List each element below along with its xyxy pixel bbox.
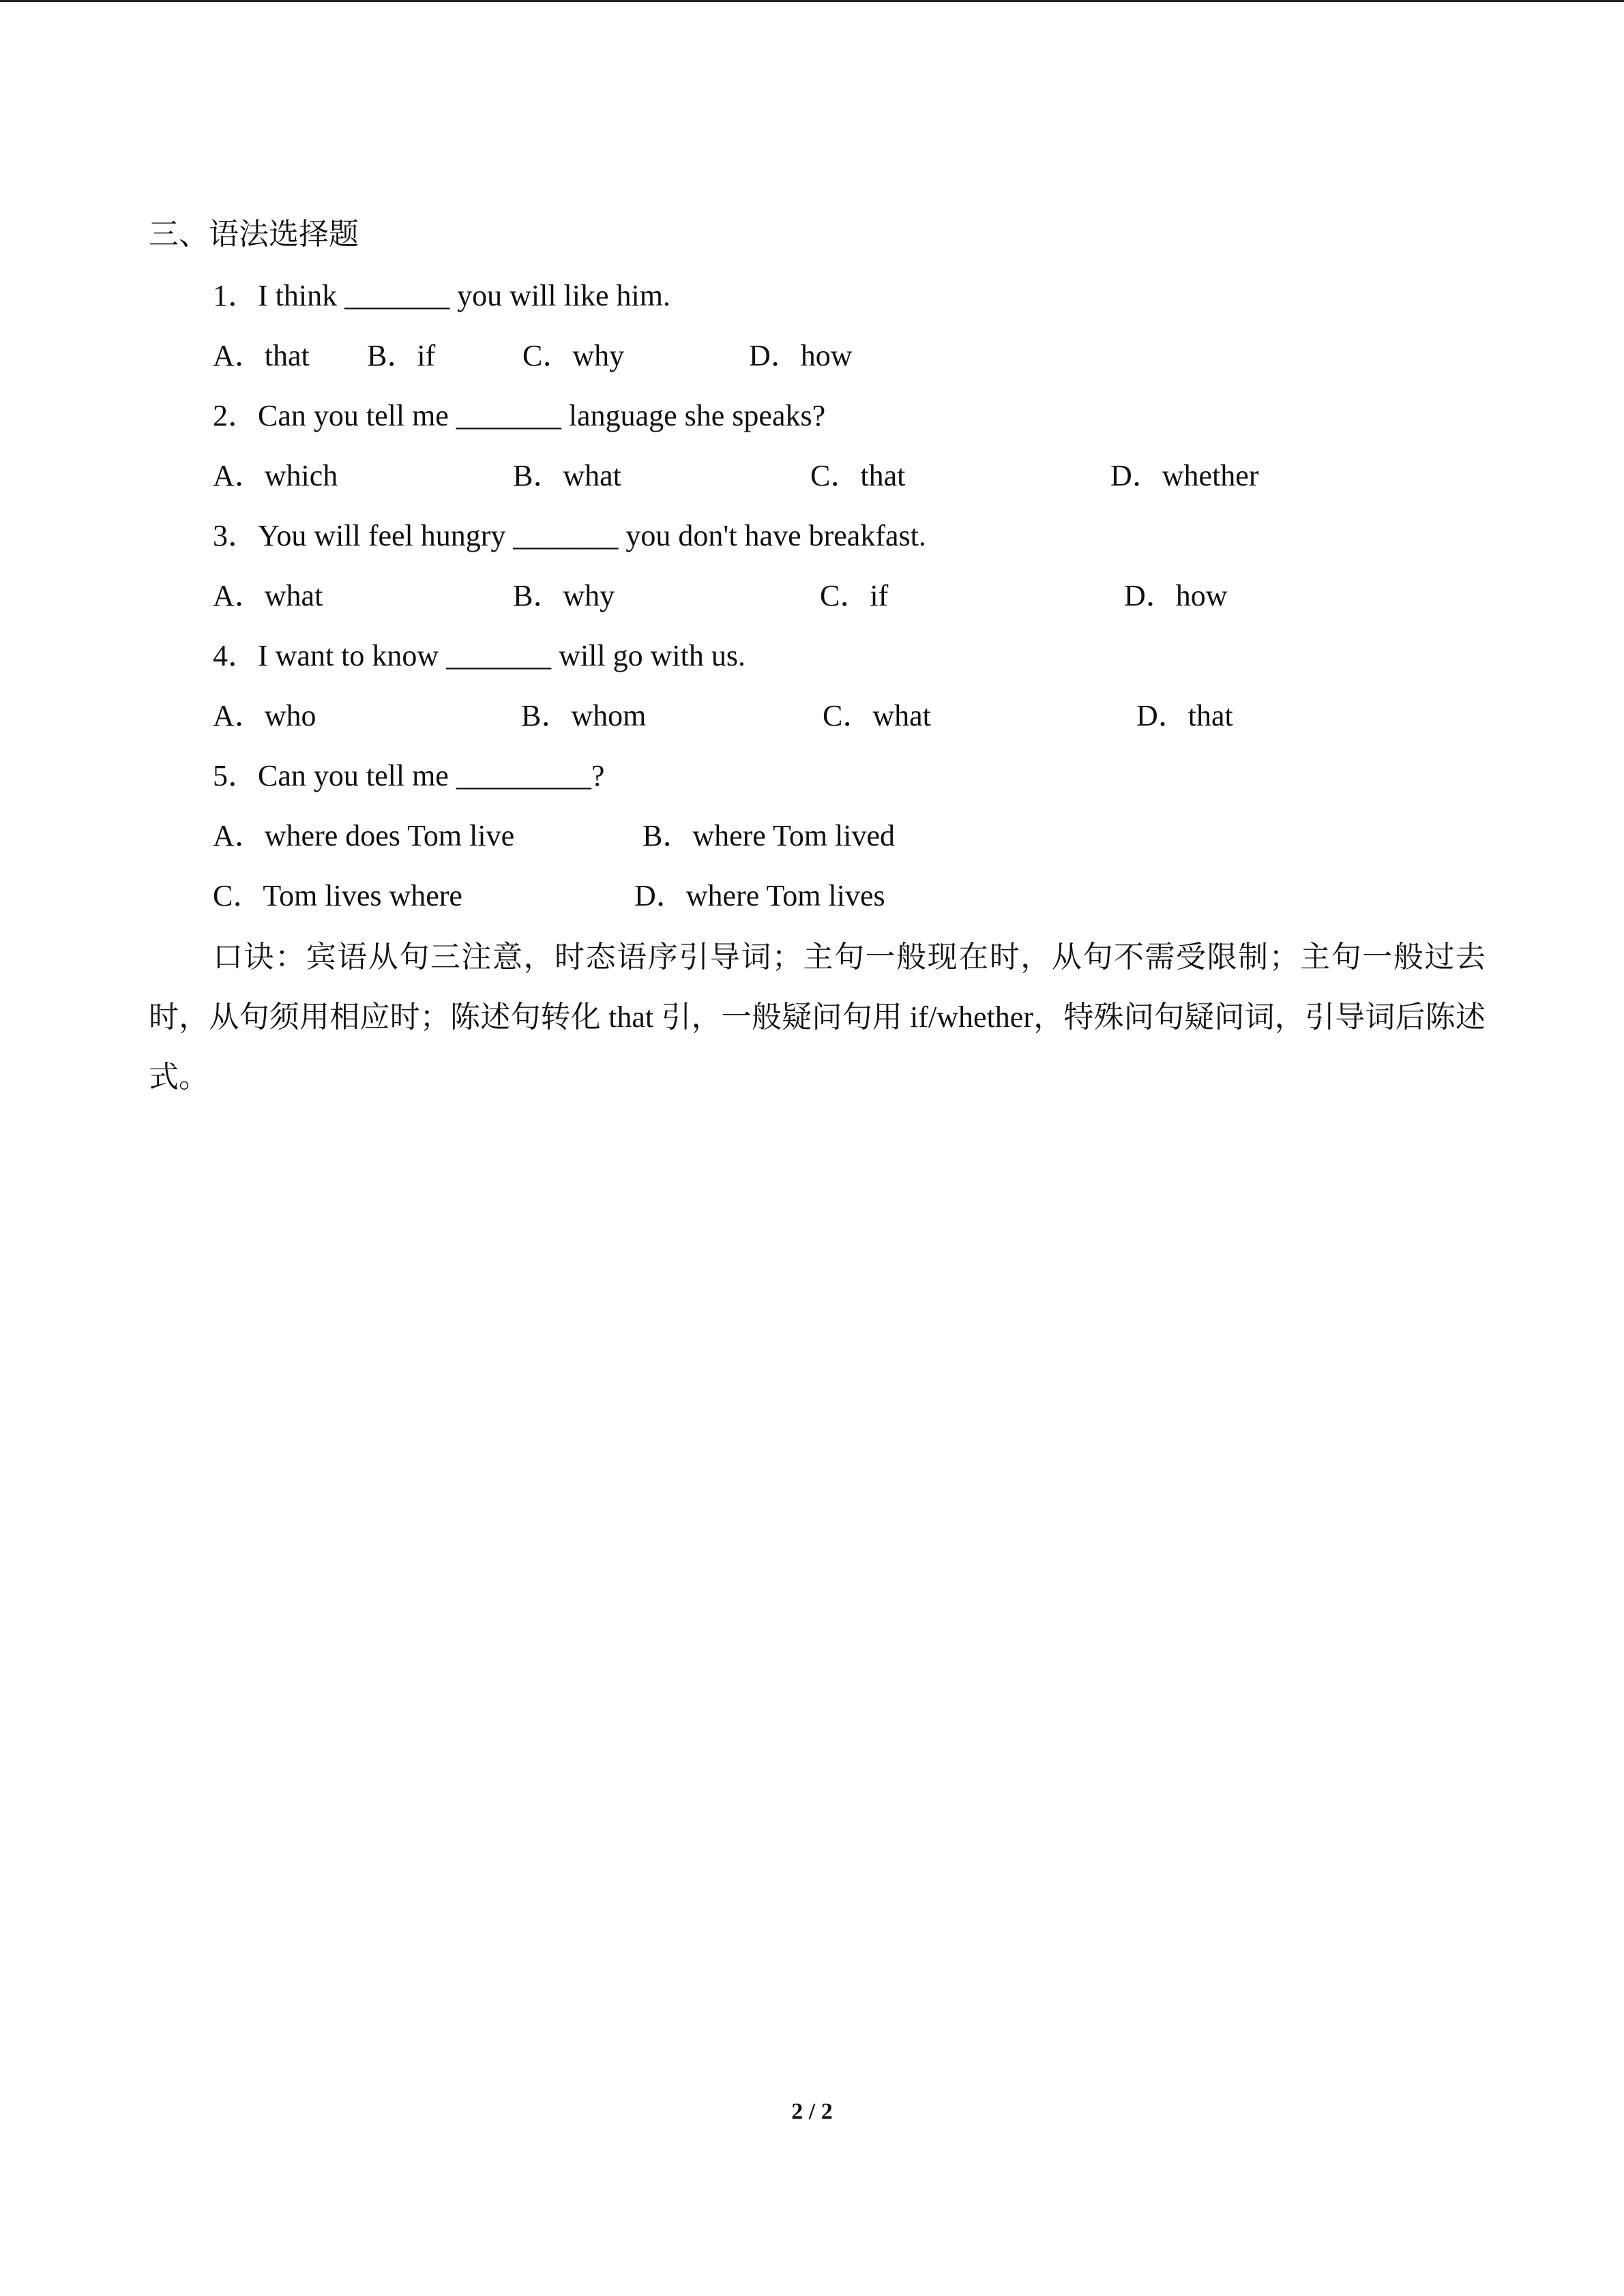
question-2-option-b: B．what bbox=[513, 459, 621, 492]
question-3-option-d: D．how bbox=[1124, 579, 1228, 612]
page-top-border bbox=[0, 0, 1624, 2]
mnemonic-paragraph: 口诀：宾语从句三注意，时态语序引导词；主句一般现在时，从句不需受限制；主句一般过去时，从句须用相应时；陈述句转化 that 引，一般疑问句用 if/whether，特殊问句疑问词，引导词后陈述式。 bbox=[149, 940, 1486, 1094]
question-3-option-c: C．if bbox=[820, 579, 889, 612]
question-3-stem: 3．You will feel hungry _______ you don't have breakfast. bbox=[213, 519, 926, 552]
question-1-option-b: B．if bbox=[367, 339, 436, 372]
question-2-stem: 2．Can you tell me _______ language she speaks? bbox=[213, 399, 826, 432]
page-number: 2 / 2 bbox=[791, 2099, 833, 2124]
section-heading: 三、语法选择题 bbox=[149, 218, 359, 251]
question-4-option-d: D．that bbox=[1136, 699, 1233, 732]
question-2-option-c: C．that bbox=[810, 459, 906, 492]
question-2-option-a: A．which bbox=[213, 459, 338, 492]
question-1-option-d: D．how bbox=[749, 339, 853, 372]
question-5-option-a: A．where does Tom live bbox=[213, 819, 515, 852]
question-5-option-d: D．where Tom lives bbox=[634, 879, 885, 912]
question-5-option-c: C．Tom lives where bbox=[213, 879, 462, 912]
question-3-option-b: B．why bbox=[513, 579, 615, 612]
question-1-option-a: A．that bbox=[213, 339, 310, 372]
question-1-option-c: C．why bbox=[522, 339, 625, 372]
question-3-option-a: A．what bbox=[213, 579, 323, 612]
question-5-stem: 5．Can you tell me _________? bbox=[213, 759, 605, 792]
question-4-stem: 4．I want to know _______ will go with us. bbox=[213, 639, 745, 672]
question-1-stem: 1．I think _______ you will like him. bbox=[213, 279, 670, 312]
question-2-option-d: D．whether bbox=[1110, 459, 1259, 492]
question-4-option-b: B．whom bbox=[521, 699, 647, 732]
question-4-option-a: A．who bbox=[213, 699, 316, 732]
question-5-option-b: B．where Tom lived bbox=[643, 819, 896, 852]
question-4-option-c: C．what bbox=[823, 699, 931, 732]
